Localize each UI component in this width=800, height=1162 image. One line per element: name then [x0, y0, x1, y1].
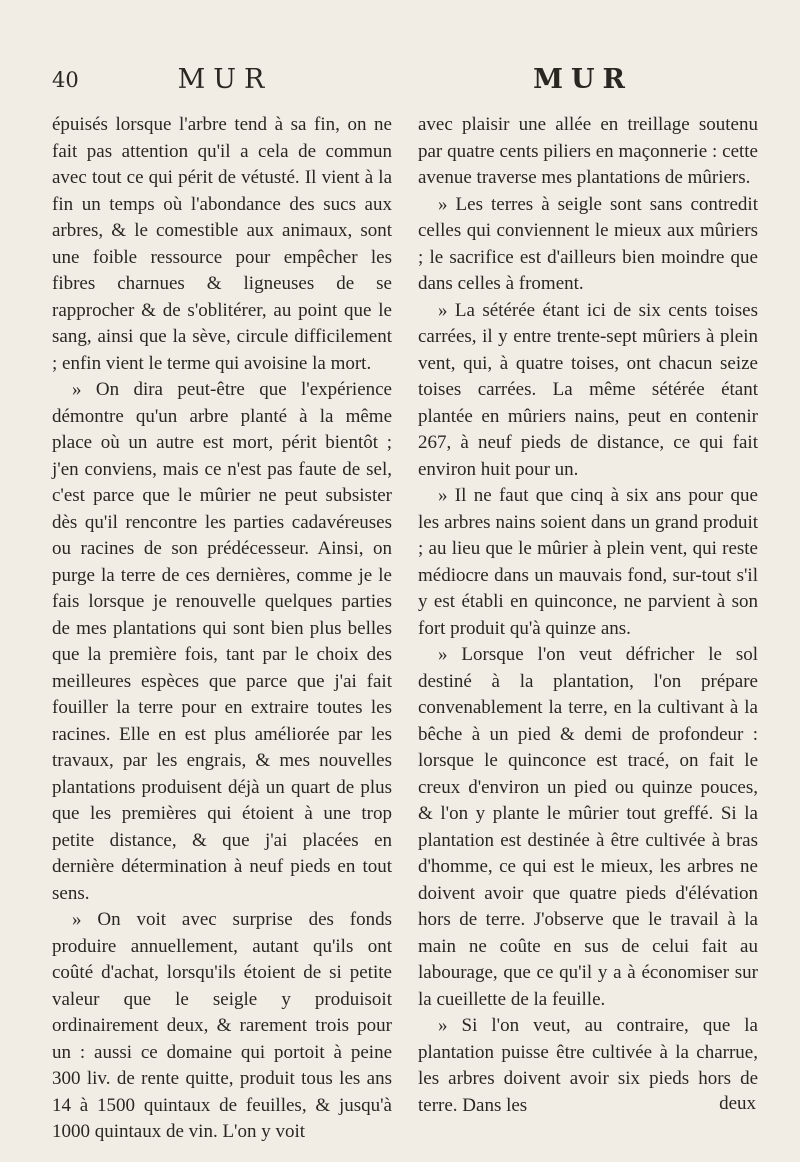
catchword: deux: [719, 1093, 756, 1114]
paragraph: » Lorsque l'on veut défricher le sol destiné à la plantation, l'on prépare convenablement la terre, en la cultivant à la bêche à un pied & demi de profondeur : lorsque le quinconce est tracé, on fait le creux d'environ un pied ou quinze pouces, & l'on y plante le mûrier tout greffé. Si la plantation est destinée à être cultivée à bras d'homme, ce qui est le mieux, les arbres ne doivent avoir que quatre pieds d'élévation hors de terre. J'observe que le travail à la main ne coûte en sus de celui fait au labourage, que ce qu'il y a à économiser sur la cueillette de la feuille.: [418, 644, 758, 1010]
paragraph: » Il ne faut que cinq à six ans pour que les arbres nains soient dans un grand produit ; au lieu que le mûrier à plein vent, qui reste médiocre dans un mauvais fond, sur-tout s'il y est établi en quinconce, ne parvient à son fort produit qu'à quinze ans.: [418, 485, 758, 639]
page-number: 40: [52, 68, 79, 92]
paragraph: » Si l'on veut, au contraire, que la plantation puisse être cultivée à la charrue, les arbres doivent avoir six pieds hors de terre. Dans les: [418, 1015, 758, 1116]
paragraph: avec plaisir une allée en treillage soutenu par quatre cents piliers en maçonnerie : cette avenue traverse mes plantations de mûriers.: [418, 114, 758, 188]
paragraph: » On voit avec surprise des fonds produire annuellement, autant qu'ils ont coûté d'achat, lorsqu'ils étoient de si petite valeur que le seigle y produisoit ordinairement deux, & rarement trois pour un : aussi ce domaine qui portoit à peine 300 liv. de rente quitte, produit tous les ans 14 à 1500 quintaux de feuilles, & jusqu'à 1000 quintaux de vin. L'on y voit: [52, 909, 392, 1142]
right-column: [418, 112, 758, 1119]
paragraph: » Les terres à seigle sont sans contredit celles qui conviennent le mieux aux mûriers ; le sacrifice est d'ailleurs bien moindre que dans celles à froment.: [418, 193, 758, 294]
paragraph: » On dira peut-être que l'expérience démontre qu'un arbre planté à la même place où un autre est mort, périt bientôt ; j'en conviens, mais ce n'est pas faute de sel, c'est parce que le mûrier ne peut subsister dès qu'il rencontre les parties cadavéreuses ou racines de son prédécesseur. Ainsi, on purge la terre de ces dernières, comme je le fais lorsque je renouvelle quelques parties de mes plantations qui sont bien plus belles que la première fois, tant par le choix des meilleures espèces que parce que j'ai fait fouiller la terre pour en extraire toutes les racines. Elle en est plus améliorée par les travaux, par les engrais, & mes nouvelles plantations produisent déjà un quart de plus que les premières qui étoient à une trop petite distance, & que j'ai placées en dernière détermination à neuf pieds en tout sens.: [52, 379, 392, 904]
paragraph: » La sétérée étant ici de six cents toises carrées, il y entre trente-sept mûriers à plein vent, qui, à quatre toises, ont chacun seize toises carrées. La même sétérée étant plantée en mûriers nains, peut en contenir 267, à neuf pieds de distance, ce qui fait environ huit pour un.: [418, 299, 758, 480]
running-title-left: MUR: [177, 64, 273, 95]
paragraph: épuisés lorsque l'arbre tend à sa fin, on ne fait pas attention qu'il a cela de commun avec tout ce qui périt de vétusté. Il vient à la fin un temps où l'abondance des sucs aux arbres, & le comestible aux animaux, sont une foible ressource pour empêcher les fibres charnues & ligneuses de se rapprocher & de s'oblitérer, au point que le sang, ainsi que la sève, circule difficilement ; enfin vient le terme qui avoisine la mort.: [52, 114, 392, 374]
page-header: [52, 60, 752, 100]
running-title-right: MUR: [533, 64, 633, 95]
left-column: [52, 112, 392, 1146]
